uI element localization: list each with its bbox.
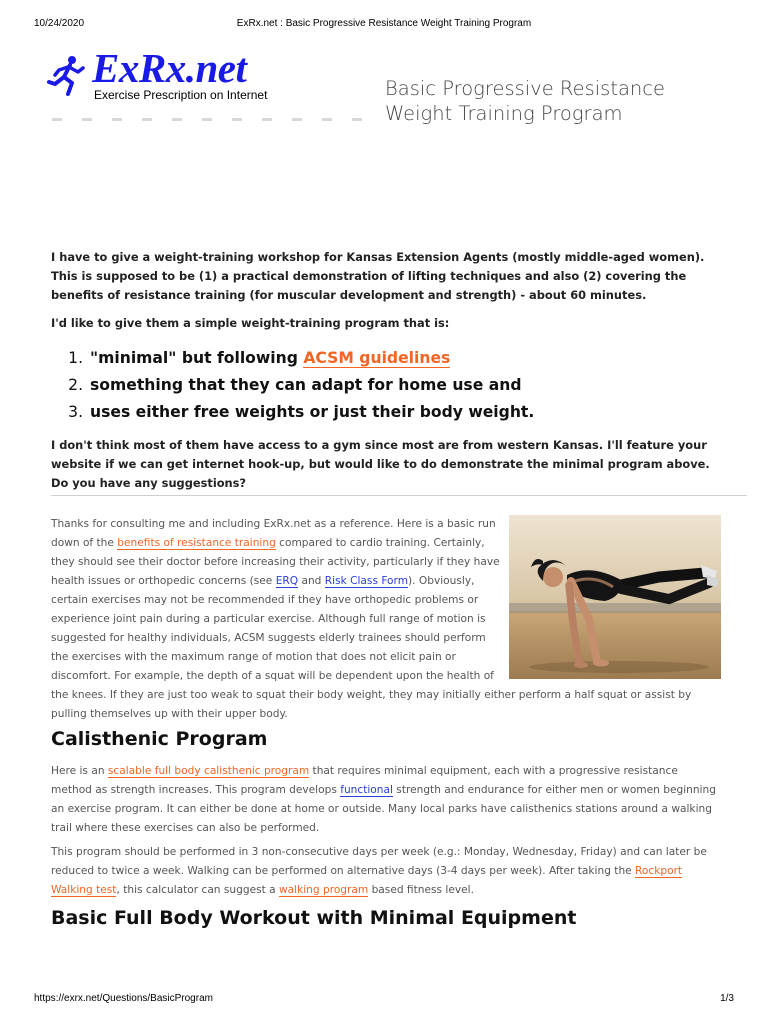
para-text: Here is an (51, 765, 108, 777)
divider (51, 495, 747, 496)
functional-link[interactable]: functional (340, 784, 393, 796)
list-item: 2. something that they can adapt for home use and (88, 372, 723, 399)
answer-block (51, 515, 721, 732)
print-title: ExRx.net : Basic Progressive Resistance Weight Training Program (236, 18, 532, 29)
list-item-text: "minimal" but following (90, 349, 304, 367)
calisthenic-heading: Calisthenic Program (51, 728, 268, 750)
print-date: 10/24/2020 (34, 18, 85, 29)
list-item: 3. uses either free weights or just their body weight. (88, 399, 723, 426)
rockport-test-link[interactable]: Rockport Walking test (51, 865, 683, 896)
basic-workout-heading: Basic Full Body Workout with Minimal Equipment (51, 907, 577, 929)
para-text: , this calculator can suggest a (116, 884, 279, 896)
logo-wordmark: ExRx.net (92, 45, 247, 91)
question-list (51, 345, 723, 426)
question-block (51, 248, 723, 502)
answer-text: compared to cardio training. Certainly, they should see their doctor before increasing their activity, particularly if they have health issues or orthopedic concerns (see (51, 537, 500, 587)
logo-tagline: Exercise Prescription on Internet (94, 88, 268, 102)
question-para-2: I'd like to give them a simple weight-training program that is: (51, 316, 450, 330)
print-url: https://exrx.net/Questions/BasicProgram (34, 993, 213, 1004)
answer-text: Thanks for consulting me and including ExRx.net as a reference. Here is a basic run down of the (51, 518, 496, 549)
print-header (34, 18, 734, 32)
page-title: Basic Progressive Resistance Weight Training Program (385, 77, 665, 125)
scalable-program-link[interactable]: scalable full body calisthenic program (107, 765, 310, 777)
question-para-1: I have to give a weight-training workshop for Kansas Extension Agents (mostly middle-aged women). This is supposed to be (1) a practical demonstration of lifting techniques and also (2) covering the benefits of resistance training (for muscular development and strength) - about 60 minutes. (51, 250, 705, 302)
para-text: based fitness level. (368, 884, 474, 896)
walking-program-link[interactable]: walking program (279, 884, 369, 896)
para-text: that requires minimal equipment, each with a progressive resistance method as strength increases. This program develops (51, 765, 678, 796)
print-footer (34, 993, 734, 1007)
answer-text: and (298, 575, 325, 587)
para-text: This program should be performed in 3 non-consecutive days per week (e.g.: Monday, Wednesday, Friday) and can later be reduced to twice a week. Walking can be performed on alternative days (3-4 days per week). After taking the (51, 846, 707, 877)
erq-link[interactable]: ERQ (275, 575, 299, 587)
para-text: strength and endurance for either men or women beginning an exercise program. It can either be done at home or outside. Many local parks have calisthenics stations around a walking trail where these exercises can also be performed. (51, 784, 716, 834)
runner-icon (46, 54, 86, 98)
risk-class-link[interactable]: Risk Class Form (324, 575, 409, 587)
list-item (88, 345, 723, 372)
logo-nav-remnant (52, 118, 370, 121)
benefits-link[interactable]: benefits of resistance training (117, 537, 276, 549)
exrx-logo[interactable] (46, 45, 326, 110)
print-page-number: 1/3 (720, 993, 734, 1004)
calisthenic-para-2 (51, 843, 721, 900)
calisthenic-para-1 (51, 762, 721, 838)
pushup-photo (509, 515, 721, 679)
acsm-guidelines-link[interactable]: ACSM guidelines (303, 349, 451, 367)
answer-text: ). Obviously, certain exercises may not be recommended if they have orthopedic problems or experience joint pain during a particular exercise. Although full range of motion is suggested for healthy individuals, ACSM suggests elderly trainees should perform the exercises with the maximum range of motion that does not elicit pain or discomfort. For example, the depth of a squat will be dependent upon the health of the knees. If they are just too weak to squat their body weight, they may initially either perform a half squat or assist by pulling themselves up with their upper body. (51, 575, 692, 720)
question-para-3: I don't think most of them have access to a gym since most are from western Kansas. I'll feature your website if we can get internet hook-up, but would like to do demonstrate the minimal program above. Do you have any suggestions? (51, 438, 710, 490)
